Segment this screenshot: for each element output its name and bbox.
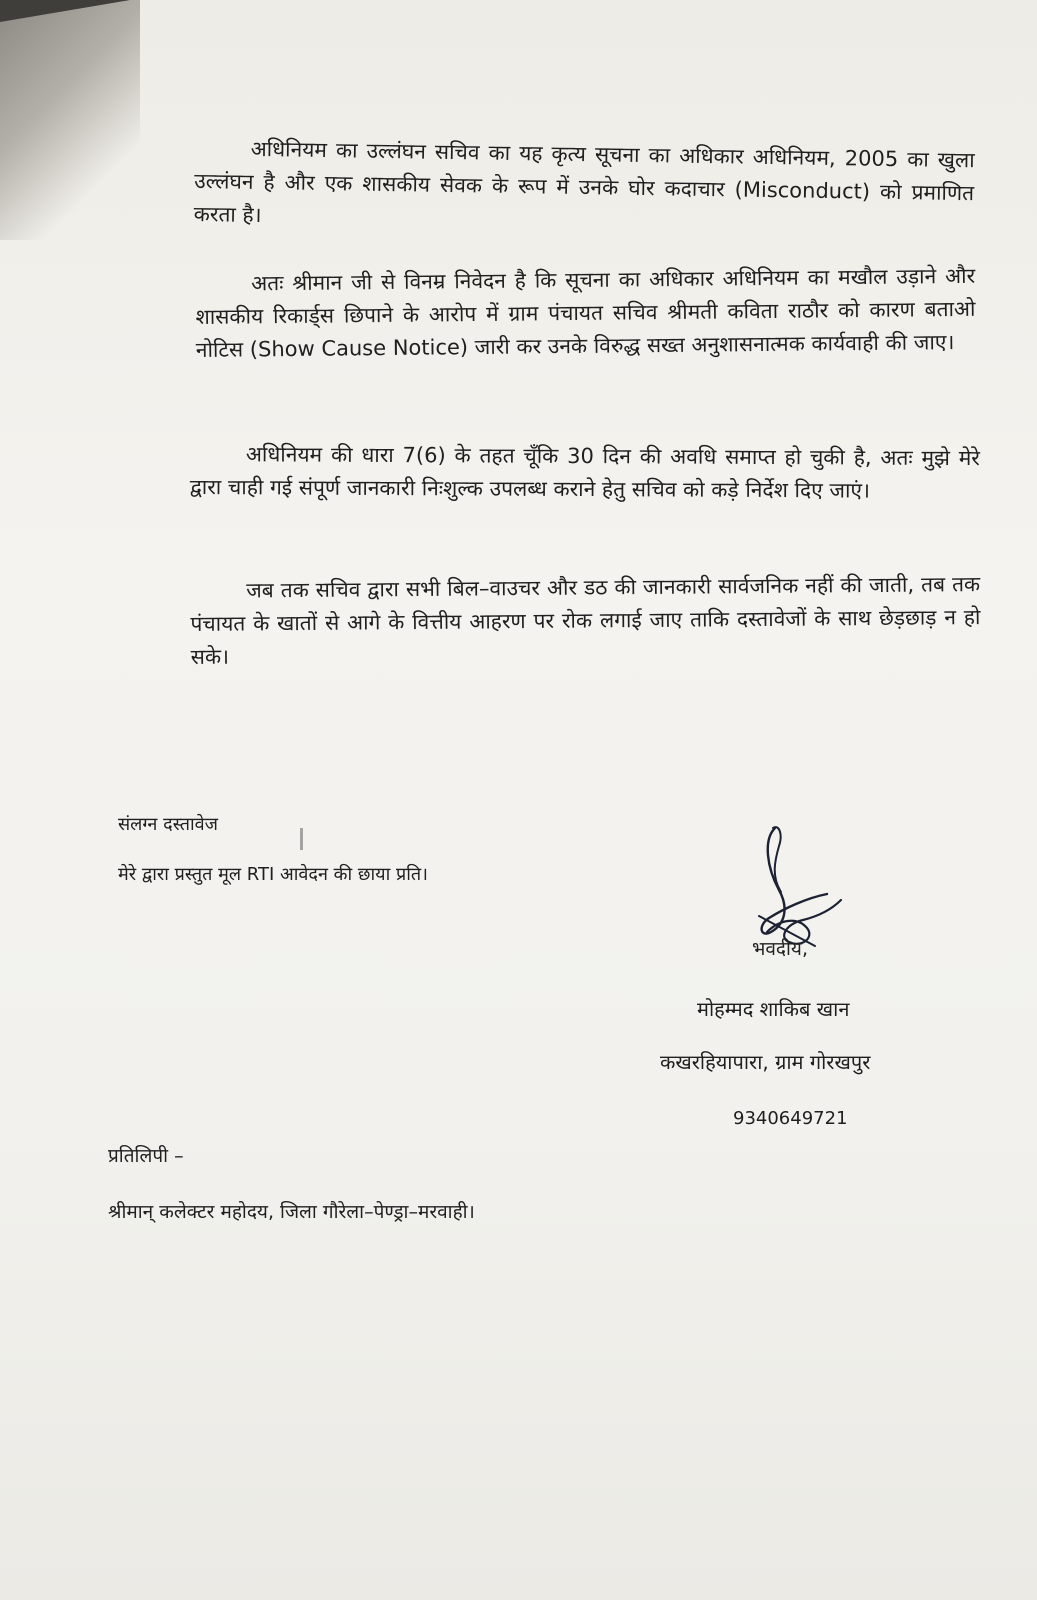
closing-salutation: भवदीय, bbox=[752, 938, 808, 960]
paper-mark bbox=[300, 828, 303, 850]
paragraph-show-cause-request: अतः श्रीमान जी से विनम्र निवेदन है कि सूचना का अधिकार अधिनियम का मखौल उड़ाने और शासकीय रिकार्ड्स छिपाने के आरोप में ग्राम पंचायत सचिव श्रीमती कविता राठौर को कारण बताओ नोटिस (Show Cause Notice) जारी कर उनके विरुद्ध सख्त अनुशासनात्मक कार्यवाही की जाए। bbox=[195, 263, 976, 362]
sender-phone: 9340649721 bbox=[733, 1108, 848, 1129]
sender-address: कखरहियापारा, ग्राम गोरखपुर bbox=[660, 1050, 871, 1074]
page-fold-corner bbox=[0, 0, 130, 22]
sender-name: मोहम्मद शाकिब खान bbox=[697, 997, 850, 1021]
paragraph-section-7-6: अधिनियम की धारा 7(6) के तहत चूँकि 30 दिन की अवधि समाप्त हो चुकी है, अतः मुझे मेरे द्वारा चाही गई संपूर्ण जानकारी निःशुल्क उपलब्ध कराने हेतु सचिव को कड़े निर्देश दिए जाएं। bbox=[189, 442, 980, 503]
copy-to-recipient: श्रीमान् कलेक्टर महोदय, जिला गौरेला–पेण्ड्रा–मरवाही। bbox=[108, 1201, 475, 1223]
paragraph-misconduct: अधिनियम का उल्लंघन सचिव का यह कृत्य सूचना का अधिकार अधिनियम, 2005 का खुला उल्लंघन है और एक शासकीय सेवक के रूप में उनके घोर कदाचार (Misconduct) को प्रमाणित करता है। bbox=[193, 136, 975, 228]
attachments-heading: संलग्न दस्तावेज bbox=[118, 814, 218, 835]
copy-to-heading: प्रतिलिपी – bbox=[108, 1145, 184, 1167]
attachment-item: मेरे द्वारा प्रस्तुत मूल RTI आवेदन की छाया प्रति। bbox=[118, 864, 428, 885]
paragraph-withdrawal-stop: जब तक सचिव द्वारा सभी बिल–वाउचर और डठ की जानकारी सार्वजनिक नहीं की जाती, तब तक पंचायत के खातों से आगे के वित्तीय आहरण पर रोक लगाई जाए ताकि दस्तावेजों के साथ छेड़छाड़ न हो सके। bbox=[190, 572, 981, 669]
page-fold-shadow bbox=[0, 0, 140, 240]
